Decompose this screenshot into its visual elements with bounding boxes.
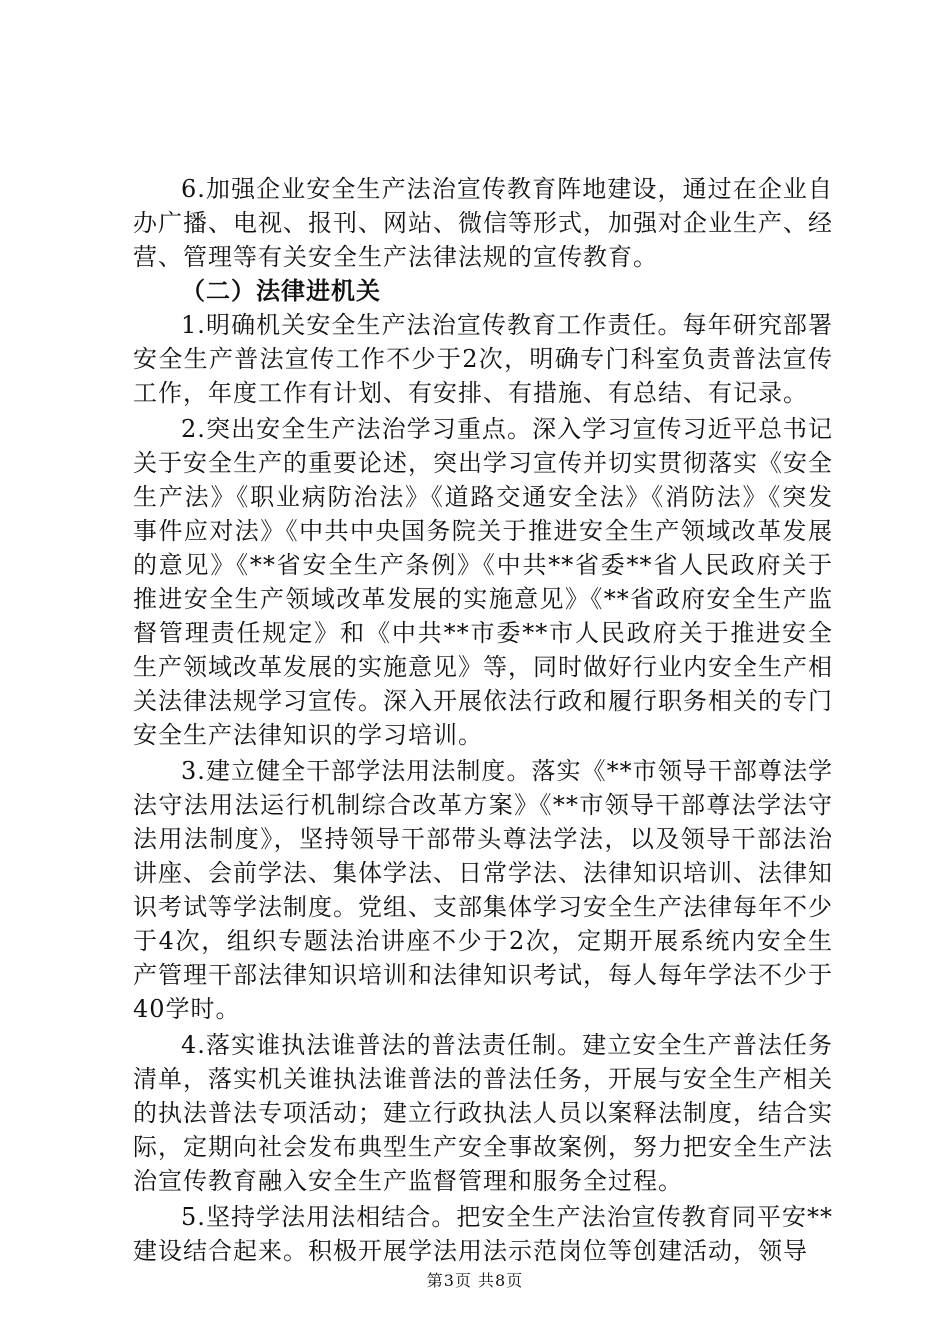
section-heading: （二）法律进机关 xyxy=(181,277,381,305)
paragraph-item-1: 1.明确机关安全生产法治宣传教育工作责任。每年研究部署安全生产普法宣传工作不少于2次，明确专门科室负责普法宣传工作，年度工作有计划、有安排、有措施、有总结、有记录。 xyxy=(133,311,833,407)
paragraph-item-3: 3.建立健全干部学法用法制度。落实《**市领导干部尊法学法守法用法运行机制综合改革方案》《**市领导干部尊法学法守法用法制度》，坚持领导干部带头尊法学法，以及领导干部法治讲座、会前学法、集体学法、日常学法、法律知识培训、法律知识考试等学法制度。党组、支部集体学习安全生产法律每年不少于4次，组织专题法治讲座不少于2次，定期开展系统内安全生产管理干部法律知识培训和法律知识考试，每人每年学法不少于40学时。 xyxy=(133,757,833,1023)
paragraph-item-2: 2.突出安全生产法治学习重点。深入学习宣传习近平总书记关于安全生产的重要论述，突出学习宣传并切实贯彻落实《安全生产法》《职业病防治法》《道路交通安全法》《消防法》《突发事件应对法》《中共中央国务院关于推进安全生产领域改革发展的意见》《**省安全生产条例》《中共**省委**省人民政府关于推进安全生产领域改革发展的实施意见》《**省政府安全生产监督管理责任规定》和《中共**市委**市人民政府关于推进安全生产领域改革发展的实施意见》等，同时做好行业内安全生产相关法律法规学习宣传。深入开展依法行政和履行职务相关的专门安全生产法律知识的学习培训。 xyxy=(133,415,833,749)
document-body xyxy=(133,172,833,1268)
paragraph-item-5: 5.坚持学法用法相结合。把安全生产法治宣传教育同平安**建设结合起来。积极开展学法用法示范岗位等创建活动，领导 xyxy=(133,1203,833,1265)
paragraph-item-4: 4.落实谁执法谁普法的普法责任制。建立安全生产普法任务清单，落实机关谁执法谁普法的普法任务，开展与安全生产相关的执法普法专项活动；建立行政执法人员以案释法制度，结合实际，定期向社会发布典型生产安全事故案例，努力把安全生产法治宣传教育融入安全生产监督管理和服务全过程。 xyxy=(133,1031,833,1195)
page-number-footer: 第3页 共8页 xyxy=(426,1271,524,1290)
paragraph-item-6: 6.加强企业安全生产法治宣传教育阵地建设，通过在企业自办广播、电视、报刊、网站、微信等形式，加强对企业生产、经营、管理等有关安全生产法律法规的宣传教育。 xyxy=(133,175,833,271)
